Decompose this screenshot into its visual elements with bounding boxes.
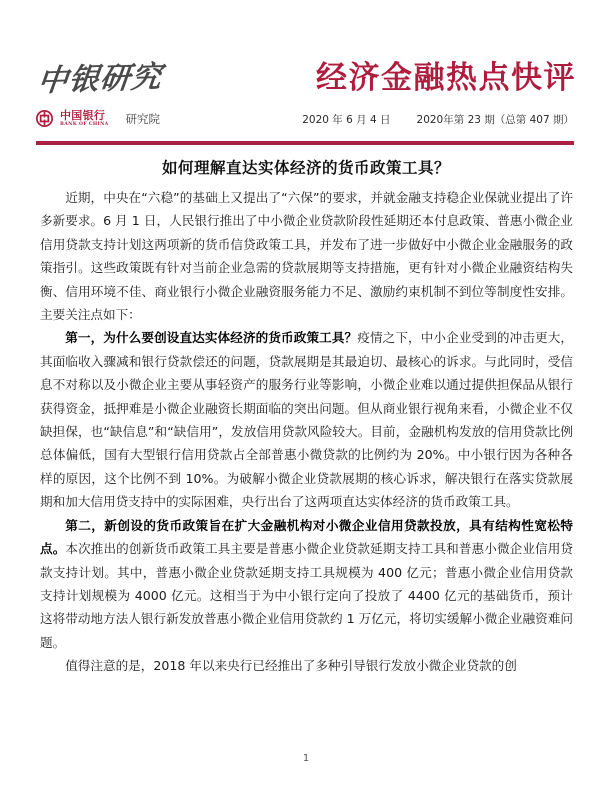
- brand-script-logo: 中银研究: [35, 59, 165, 99]
- bank-name-cn: 中国银行: [60, 109, 106, 122]
- issue-number: 2020年第 23 期（总第 407 期）: [416, 114, 574, 126]
- page-title: 如何理解直达实体经济的货币政策工具？: [161, 159, 450, 177]
- bank-of-china-emblem-icon: [36, 110, 53, 127]
- paragraph-text: 疫情之下，中小企业受到的冲击更大，其面临收入骤减和银行贷款偿还的问题，贷款展期是其最迫切、最核心的诉求。与此同时，受信息不对称以及小微企业主要从事轻资产的服务行业等影响，小微企业难以通过提供担保品从银行获得资金，抵押难是小微企业融资长期面临的突出问题。但从商业银行视角来看，小微企业不仅缺担保，也“缺信息”和“缺信用”，发放信用贷款风险较大。目前，金融机构发放的信用贷款比例总体偏低，国有大型银行信用贷款占全部普惠小微贷款的比例约为 20%。中小银行因为各种各样的原因，这个比例不到 10%。为破解小微企业贷款展期的核心诉求，解决银行在落实贷款展期和加大信用贷支持中的实际困难，央行出台了这两项直达实体经济的货币政策工具。: [40, 330, 574, 510]
- paragraph: [40, 654, 573, 677]
- header-divider-rule: [36, 141, 574, 145]
- paragraph: [40, 186, 573, 326]
- bank-name-group: [60, 110, 109, 127]
- issue-info: [302, 112, 574, 127]
- masthead: [36, 52, 576, 144]
- paragraph-text: 值得注意的是，2018 年以来央行已经推出了多种引导银行发放小微企业贷款的创: [65, 658, 517, 674]
- bank-name-en: BANK OF CHINA: [60, 121, 109, 127]
- article-body: [40, 186, 573, 678]
- bank-of-china-logo-block: [36, 110, 160, 127]
- paragraph: [40, 514, 573, 654]
- institute-label: 研究院: [125, 111, 161, 126]
- paragraph-text: 近期，中央在“六稳”的基础上又提出了“六保”的要求，并就金融支持稳企业保就业提出了许多新要求。6 月 1 日，人民银行推出了中小微企业贷款阶段性延期还本付息政策、普惠小微企业信用贷款支持计划这两项新的货币信贷政策工具，并发布了进一步做好中小微企业金融服务的政策指引。这些政策既有针对当前企业急需的贷款展期等支持措施，更有针对小微企业融资结构失衡、信用环境不佳、商业银行小微企业融资服务能力不足、激励约束机制不到位等制度性安排。主要关注点如下：: [40, 190, 573, 323]
- paragraph-lead: 第一，为什么要创设直达实体经济的货币政策工具？: [65, 330, 358, 346]
- publication-date: 2020 年 6 月 4 日: [302, 114, 391, 126]
- publication-title: 经济金融热点快评: [316, 60, 576, 96]
- paragraph: [40, 326, 573, 513]
- page-number: 1: [302, 753, 310, 764]
- paragraph-text: 本次推出的创新货币政策工具主要是普惠小微企业贷款延期支持工具和普惠小微企业信用贷款支持计划。其中，普惠小微企业贷款延期支持工具规模为 400 亿元；普惠小微企业信用贷款支持计划规模为 4000 亿元。这相当于为中小银行定向了投放了 4400 亿元的基础货币，预计这将带动地方法人银行新发放普惠小微企业信用贷款约 1 万亿元，将切实缓解小微企业融资难问题。: [40, 541, 574, 650]
- paragraph-lead: 第二，新创设的货币政策旨在扩大金融机构对小微企业信用贷款投放，具有结构性宽松特点。: [40, 517, 573, 557]
